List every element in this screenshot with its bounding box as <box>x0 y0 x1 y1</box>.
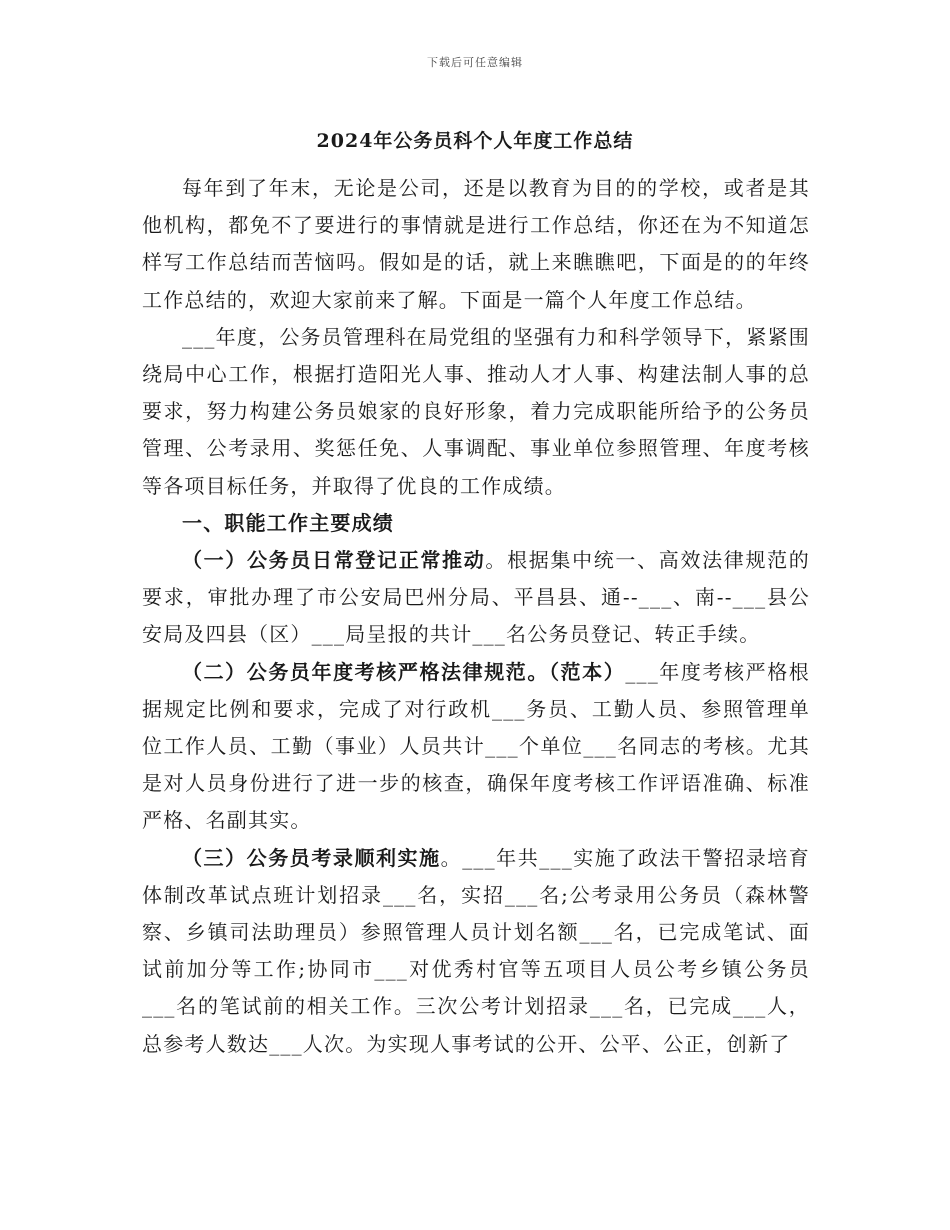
intro-paragraph: 每年到了年末，无论是公司，还是以教育为目的的学校，或者是其他机构，都免不了要进行的事情就是进行工作总结，你还在为不知道怎样写工作总结而苦恼吗。假如是的话，就上来瞧瞧吧，下面是的的年终工作总结的，欢迎大家前来了解。下面是一篇个人年度工作总结。 <box>142 176 810 312</box>
item-lead-1: （一）公务员日常登记正常推动 <box>182 548 486 573</box>
item-paragraph-2 <box>142 654 810 840</box>
document-title: 2024年公务员科个人年度工作总结 <box>316 130 634 152</box>
item-paragraph-3 <box>142 840 810 1063</box>
item-body-1: 。根据集中统一、高效法律规范的要求，审批办理了市公安局巴州分局、平昌县、通--___、南--___县公安局及四县（区）___局呈报的共计___名公务员登记、转正手续。 <box>142 548 810 647</box>
item-lead-2: （二）公务员年度考核严格法律规范。（范本） <box>182 659 626 684</box>
item-body-2: ___年度考核严格根据规定比例和要求，完成了对行政机___务员、工勤人员、参照管理单位工作人员、工勤（事业）人员共计___个单位___名同志的考核。尤其是对人员身份进行了进一步的核查，确保年度考核工作评语准确、标准严格、名副其实。 <box>142 659 811 833</box>
item-paragraph-1 <box>142 542 810 654</box>
overview-paragraph: ___年度，公务员管理科在局党组的坚强有力和科学领导下，紧紧围绕局中心工作，根据打造阳光人事、推动人才人事、构建法制人事的总要求，努力构建公务员娘家的良好形象，着力完成职能所给予的公务员管理、公考录用、奖惩任免、人事调配、事业单位参照管理、年度考核等各项目标任务，并取得了优良的工作成绩。 <box>142 324 810 498</box>
document-body <box>142 170 810 1063</box>
item-body-3: 。___年共___实施了政法干警招录培育体制改革试点班计划招录___名，实招___名;公考录用公务员（森林警察、乡镇司法助理员）参照管理人员计划名额___名，已完成笔试、面试前加分等工作;协同市___对优秀村官等五项目人员公考乡镇公务员___名的笔试前的相关工作。三次公考计划招录___名，已完成___人，总参考人数达___人次。为实现人事考试的公开、公平、公正，创新了 <box>142 845 811 1056</box>
item-lead-3: （三）公务员考录顺利实施 <box>182 845 441 870</box>
page-header-note: 下载后可任意编辑 <box>427 56 523 69</box>
section-heading: 一、职能工作主要成绩 <box>182 510 394 535</box>
